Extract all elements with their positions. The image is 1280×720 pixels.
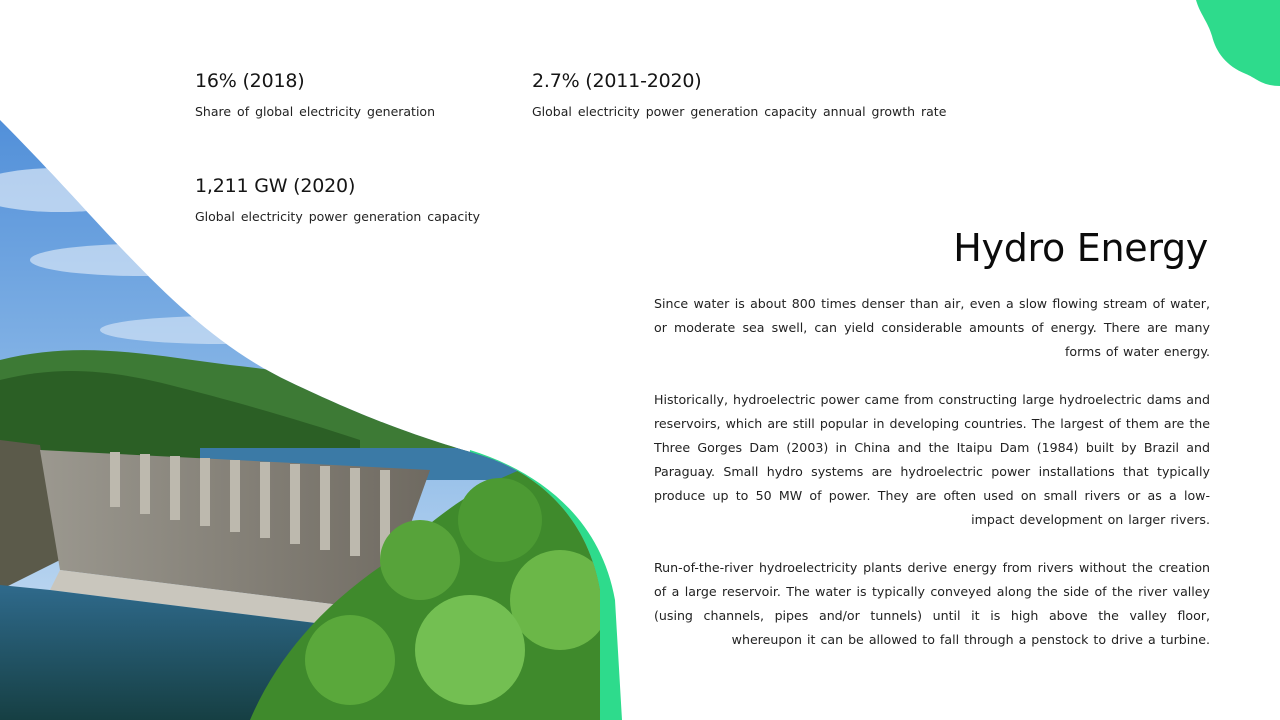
page-title: Hydro Energy bbox=[953, 226, 1208, 270]
stat-label: Share of global electricity generation bbox=[195, 104, 436, 119]
stat-value: 1,211 GW (2020) bbox=[195, 175, 356, 197]
stat-generation-capacity bbox=[195, 175, 480, 224]
stat-value: 2.7% (2011-2020) bbox=[532, 70, 702, 92]
decorative-green-blob bbox=[1190, 0, 1280, 90]
stat-label: Global electricity power generation capacity annual growth rate bbox=[532, 104, 947, 119]
body-text bbox=[654, 292, 1210, 676]
paragraph-history: Historically, hydroelectric power came from constructing large hydroelectric dams and reservoirs, which are still popular in developing countries. The largest of them are the Three Gorges Dam (2003) in China and the Itaipu Dam (1984) built by Brazil and Paraguay. Small hydro systems are hydroelectric power installations that typically produce up to 50 MW of power. They are often used on small rivers or as a low-impact development on larger rivers. bbox=[654, 392, 1210, 527]
paragraph-intro: Since water is about 800 times denser than air, even a slow flowing stream of water, or moderate sea swell, can yield considerable amounts of energy. There are many forms of water energy. bbox=[654, 296, 1210, 359]
stat-share-of-generation bbox=[195, 70, 435, 119]
stat-growth-rate bbox=[532, 70, 946, 119]
stat-label: Global electricity power generation capacity bbox=[195, 209, 481, 224]
paragraph-run-of-river: Run-of-the-river hydroelectricity plants derive energy from rivers without the creation of a large reservoir. The water is typically conveyed along the side of the river valley (using channels, pipes and/or tunnels) until it is high above the valley floor, whereupon it can be allowed to fall through a penstock to drive a turbine. bbox=[654, 560, 1210, 647]
stat-value: 16% (2018) bbox=[195, 70, 305, 92]
